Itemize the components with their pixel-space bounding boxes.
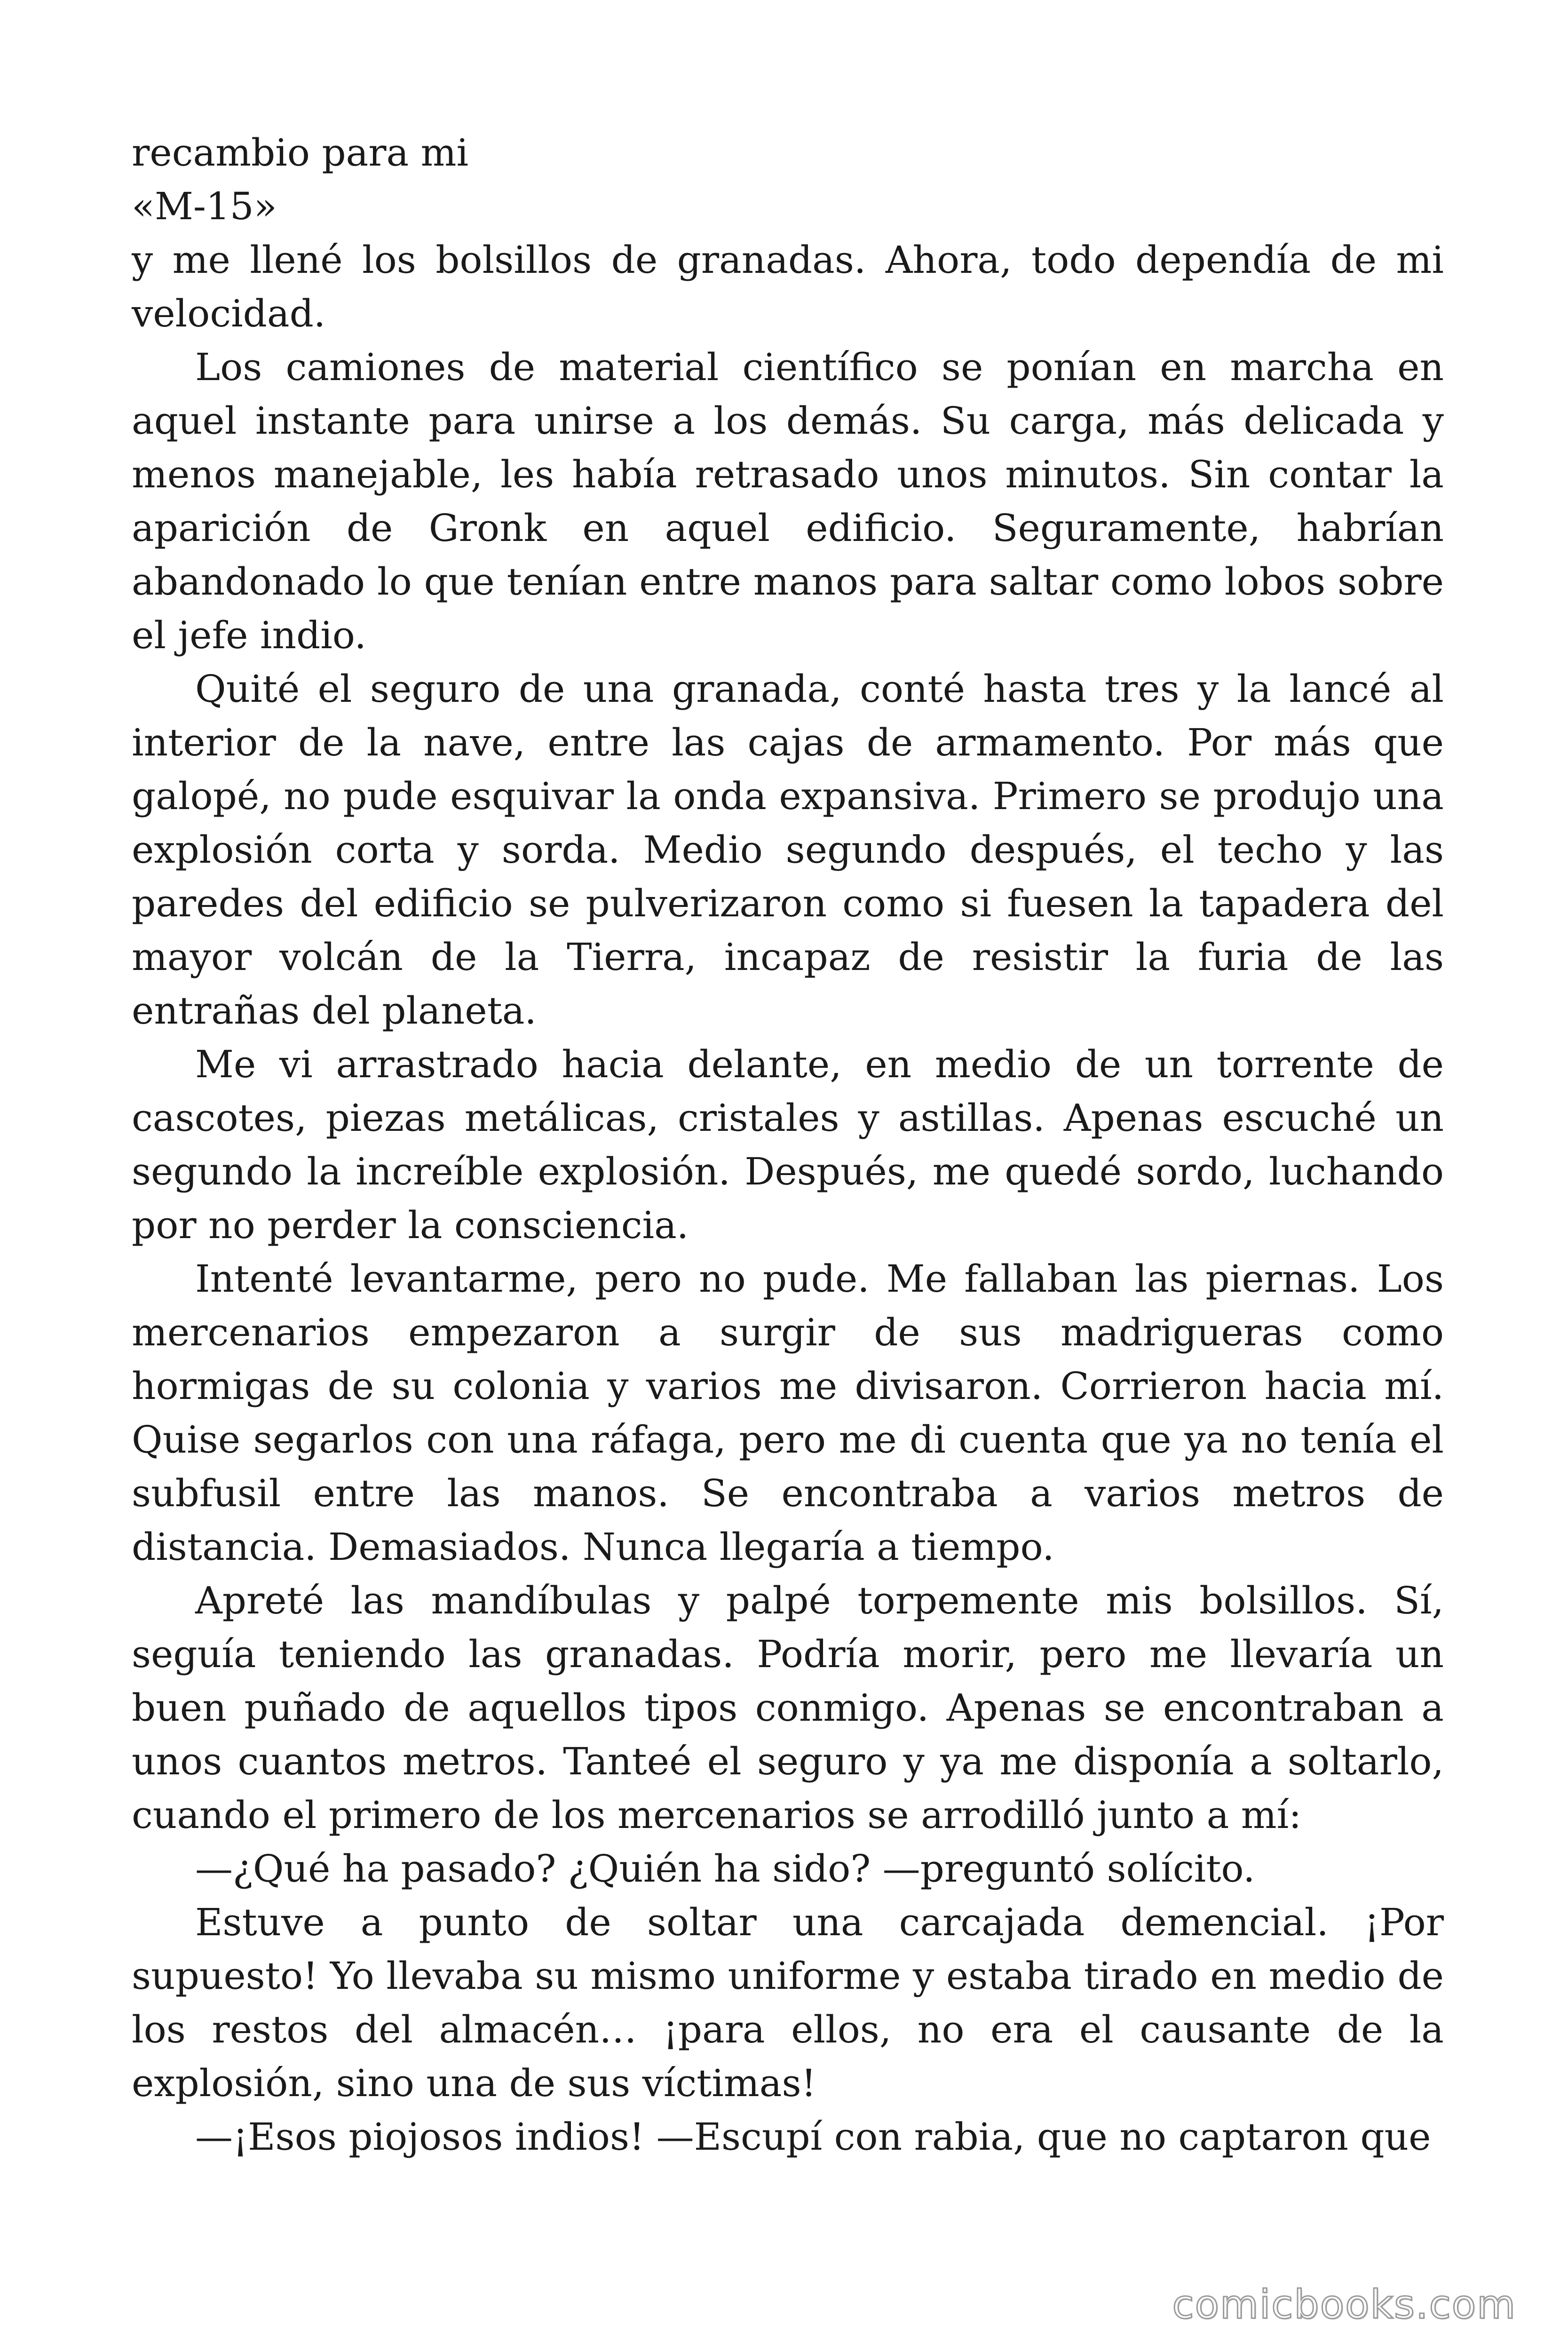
- page-text: [132, 126, 1444, 2164]
- paragraph-3: Quité el seguro de una granada, conté hasta tres y la lancé al interior de la nave, entre las cajas de armamento. Por más que galopé, no pude esquivar la onda expansiva. Primero se produjo una explosión corta y sorda. Medio segundo después, el techo y las paredes del edificio se pulverizaron como si fuesen la tapadera del mayor volcán de la Tierra, incapaz de resistir la furia de las entrañas del planeta.: [132, 667, 1444, 1033]
- text-line-2: «M-15»: [132, 184, 277, 228]
- paragraph-1: y me llené los bolsillos de granadas. Ahora, todo dependía de mi velocidad.: [132, 238, 1444, 335]
- paragraph-5: Intenté levantarme, pero no pude. Me fallaban las piernas. Los mercenarios empezaron a surgir de sus madrigueras como hormigas de su colonia y varios me divisaron. Corrieron hacia mí. Quise segarlos con una ráfaga, pero me di cuenta que ya no tenía el subfusil entre las manos. Se encontraba a varios metros de distancia. Demasiados. Nunca llegaría a tiempo.: [132, 1257, 1444, 1569]
- paragraph-6: Apreté las mandíbulas y palpé torpemente mis bolsillos. Sí, seguía teniendo las granadas. Podría morir, pero me llevaría un buen puñado de aquellos tipos conmigo. Apenas se encontraban a unos cuantos metros. Tanteé el seguro y ya me disponía a soltarlo, cuando el primero de los mercenarios se arrodilló junto a mí:: [132, 1579, 1444, 1837]
- paragraph-7: —¿Qué ha pasado? ¿Quién ha sido? —preguntó solícito.: [195, 1847, 1255, 1891]
- paragraph-9: —¡Esos piojosos indios! —Escupí con rabia, que no captaron que: [195, 2115, 1431, 2159]
- text-line-1: recambio para mi: [132, 131, 469, 175]
- paragraph-2: Los camiones de material científico se ponían en marcha en aquel instante para unirse a los demás. Su carga, más delicada y menos manejable, les había retrasado unos minutos. Sin contar la aparición de Gronk en aquel edificio. Seguramente, habrían abandonado lo que tenían entre manos para saltar como lobos sobre el jefe indio.: [132, 345, 1444, 657]
- paragraph-4: Me vi arrastrado hacia delante, en medio de un torrente de cascotes, piezas metálicas, cristales y astillas. Apenas escuché un segundo la increíble explosión. Después, me quedé sordo, luchando por no perder la consciencia.: [132, 1042, 1444, 1247]
- watermark: comicbooks.com: [1172, 2281, 1516, 2328]
- paragraph-8: Estuve a punto de soltar una carcajada demencial. ¡Por supuesto! Yo llevaba su mismo uniforme y estaba tirado en medio de los restos del almacén… ¡para ellos, no era el causante de la explosión, sino una de sus víctimas!: [132, 1900, 1444, 2105]
